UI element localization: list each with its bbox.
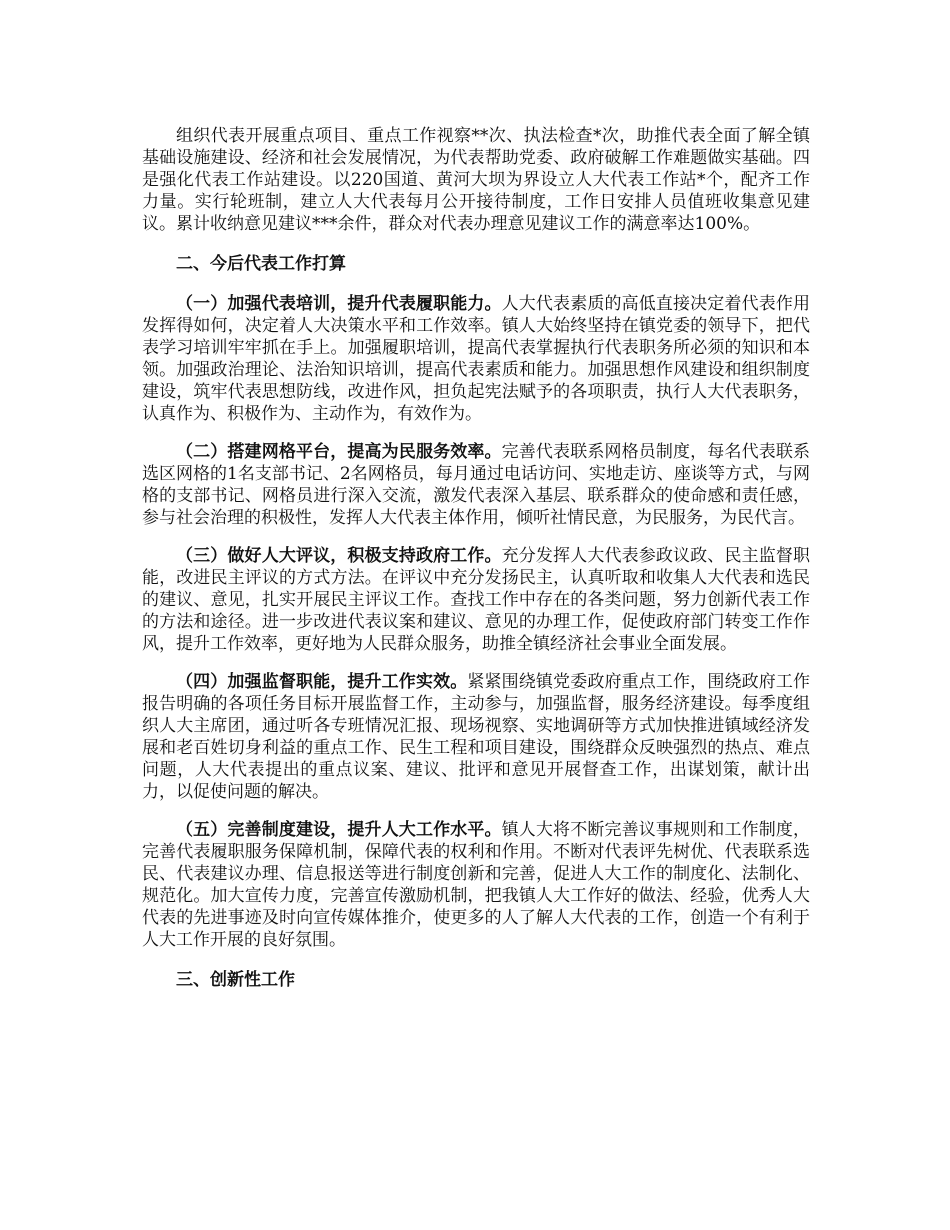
subsection-4-paragraph [142,671,810,803]
intro-paragraph: 组织代表开展重点项目、重点工作视察**次、执法检查*次，助推代表全面了解全镇基础设施建设、经济和社会发展情况，为代表帮助党委、政府破解工作难题做实基础。四是强化代表工作站建设。以220国道、黄河大坝为界设立人大代表工作站*个，配齐工作力量。实行轮班制，建立人大代表每月公开接待制度，工作日安排人员值班收集意见建议。累计收纳意见建议***余件，群众对代表办理意见建议工作的满意率达100%。 [142,126,810,234]
subsection-5-title: （五）完善制度建设，提升人大工作水平。 [176,820,502,840]
subsection-5-paragraph [142,819,810,951]
subsection-5-body: 镇人大将不断完善议事规则和工作制度，完善代表履职服务保障机制，保障代表的权利和作用。不断对代表评先树优、代表联系选民、代表建议办理、信息报送等进行制度创新和完善，促进人大工作的制度化、法制化、规范化。加大宣传力度，完善宣传激励机制，把我镇人大工作好的做法、经验，优秀人大代表的先进事迹及时向宣传媒体推介，使更多的人了解人大代表的工作，创造一个有利于人大工作开展的良好氛围。 [142,820,811,950]
subsection-1-body: 人大代表素质的高低直接决定着代表作用发挥得如何，决定着人大决策水平和工作效率。镇人大始终坚持在镇党委的领导下，把代表学习培训牢牢抓在手上。加强履职培训，提高代表掌握执行代表职务所必须的知识和本领。加强政治理论、法治知识培训，提高代表素质和能力。加强思想作风建设和组织制度建设，筑牢代表思想防线，改进作风，担负起宪法赋予的各项职责，执行人大代表职务，认真作为、积极作为、主动作为，有效作为。 [142,294,811,424]
section-heading-2: 二、今后代表工作打算 [176,254,346,274]
subsection-1-paragraph [142,293,810,425]
subsection-3-body: 充分发挥人大代表参政议政、民主监督职能，改进民主评议的方式方法。在评议中充分发扬民主，认真听取和收集人大代表和选民的建议、意见，扎实开展民主评议工作。查找工作中存在的各类问题，努力创新代表工作的方法和途径。进一步改进代表议案和建议、意见的办理工作，促使政府部门转变工作作风，提升工作效率，更好地为人民群众服务，助推全镇经济社会事业全面发展。 [142,546,811,654]
document-page [142,125,810,991]
subsection-3-paragraph [142,545,810,655]
subsection-2-title: （二）搭建网格平台，提高为民服务效率。 [176,442,502,462]
subsection-3-title: （三）做好人大评议，积极支持政府工作。 [176,546,502,566]
subsection-2-body: 完善代表联系网格员制度，每名代表联系选区网格的1名支部书记、2名网格员，每月通过电话访问、实地走访、座谈等方式，与网格的支部书记、网格员进行深入交流，激发代表深入基层、联系群众的使命感和责任感，参与社会治理的积极性，发挥人大代表主体作用，倾听社情民意，为民服务，为民代言。 [142,442,811,528]
subsection-4-title: （四）加强监督职能，提升工作实效。 [176,672,468,692]
section-heading-3: 三、创新性工作 [176,970,295,990]
subsection-1-title: （一）加强代表培训，提升代表履职能力。 [176,294,502,314]
subsection-4-body: 紧紧围绕镇党委政府重点工作，围绕政府工作报告明确的各项任务目标开展监督工作，主动参与，加强监督，服务经济建设。每季度组织人大主席团，通过听各专班情况汇报、现场视察、实地调研等方式加快推进镇域经济发展和老百姓切身利益的重点工作、民生工程和项目建设，围绕群众反映强烈的热点、难点问题，人大代表提出的重点议案、建议、批评和意见开展督查工作，出谋划策，献计出力，以促使问题的解决。 [142,672,811,802]
subsection-2-paragraph [142,441,810,529]
